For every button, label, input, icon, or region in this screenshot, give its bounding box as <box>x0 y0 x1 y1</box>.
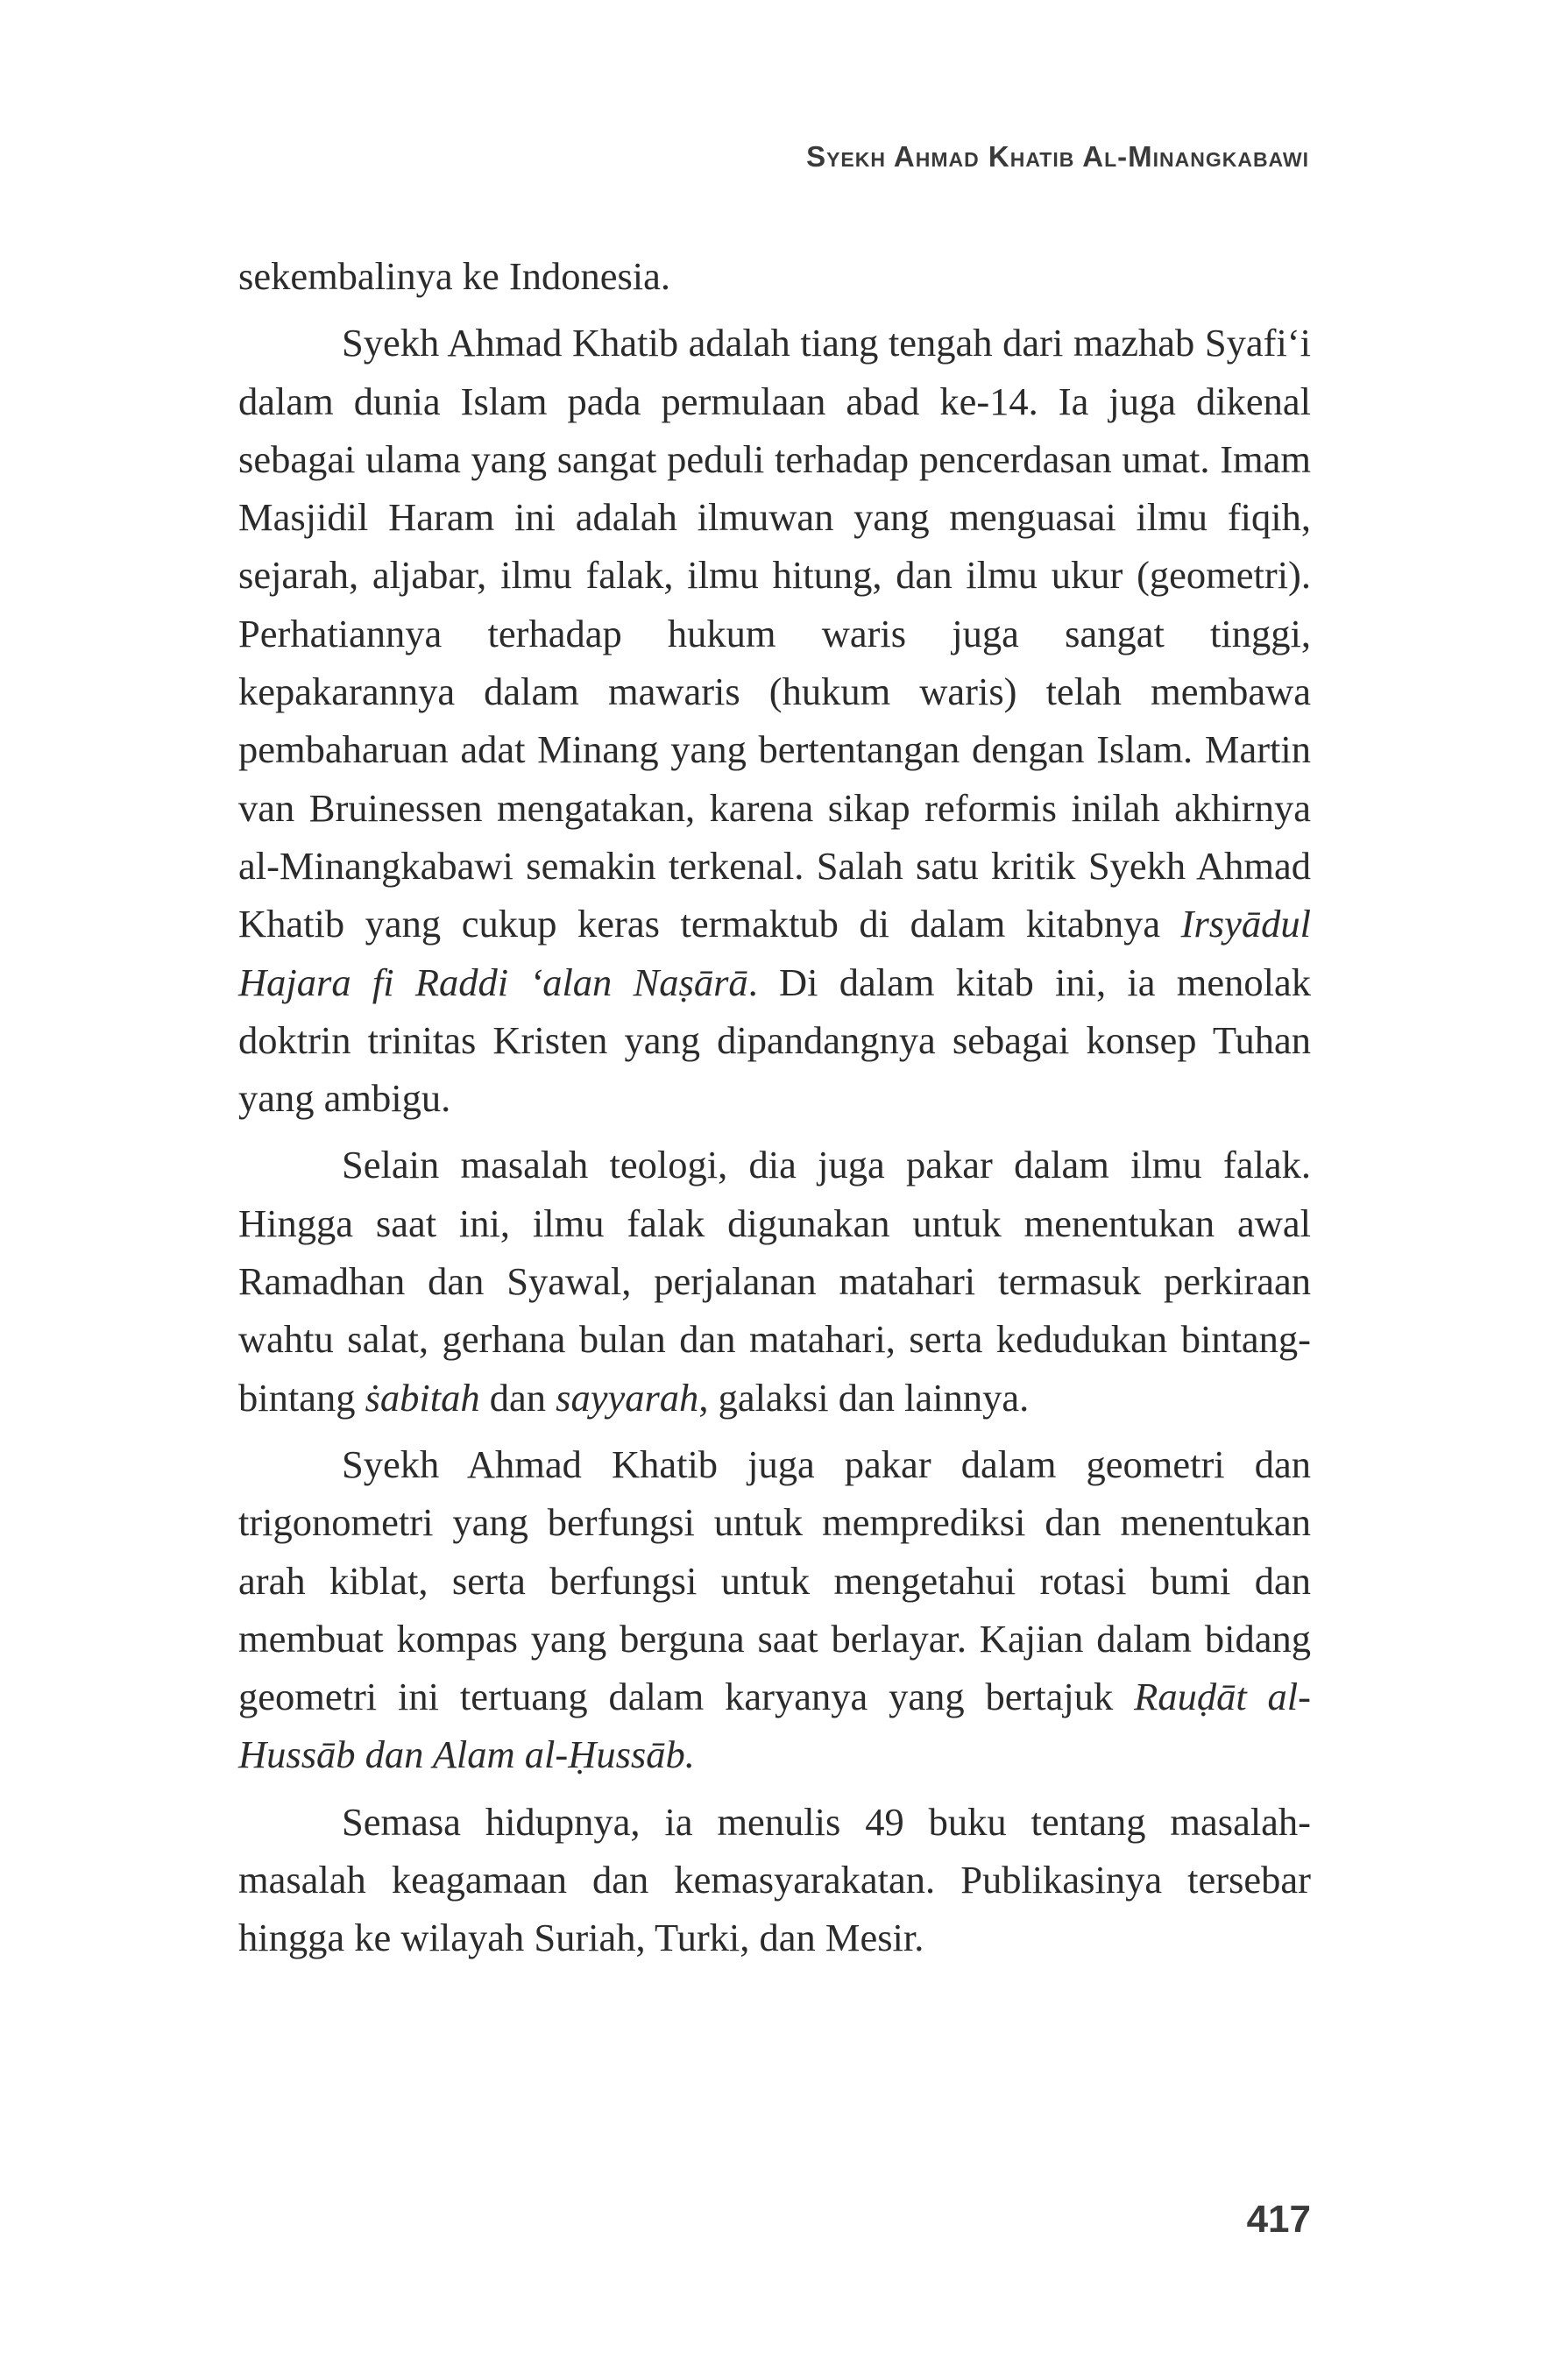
term-sabitah: ṡabitah <box>365 1375 480 1420</box>
paragraph-2 <box>238 314 1311 1127</box>
paragraph-5: Semasa hidupnya, ia menulis 49 buku tentang masalah-masalah keagamaan dan kemasyarakatan. Publikasinya tersebar hingga ke wilayah Suriah, Turki, dan Mesir. <box>238 1799 1311 1960</box>
term-sayyarah: sayyarah <box>556 1375 699 1420</box>
paragraph-3 <box>238 1136 1311 1426</box>
body-text <box>238 247 1311 1967</box>
paragraph-2-text-a: Syekh Ahmad Khatib adalah tiang tengah dari mazhab Syafi‘i dalam dunia Islam pada permulaan abad ke-14. Ia juga dikenal sebagai ulama yang sangat peduli terhadap pencerdasan umat. Imam Masjidil Haram ini adalah ilmuwan yang menguasai ilmu fiqih, sejarah, aljabar, ilmu falak, ilmu hitung, dan ilmu ukur (geometri). Perhatiannya terhadap hukum waris juga sangat tinggi, kepakarannya dalam mawaris (hukum waris) telah membawa pembaharuan adat Minang yang bertentangan dengan Islam. Martin van Bruinessen mengatakan, karena sikap reformis inilah akhirnya al-Minangkabawi semakin terkenal. Salah satu kritik Syekh Ahmad Khatib yang cukup keras termaktub di dalam kitabnya <box>238 321 1311 946</box>
paragraph-3-text-b: dan <box>479 1375 556 1420</box>
book-title-raudat-al-hussab: Rauḍāt al-Hussāb dan Alam al-Ḥussāb. <box>238 1675 1311 1777</box>
paragraph-3-text-c: , galaksi dan lainnya. <box>698 1375 1030 1420</box>
paragraph-4 <box>238 1435 1311 1784</box>
page-number: 417 <box>1246 2198 1311 2241</box>
book-title-irsyadul-hajara: Irsyādul Hajara fi Raddi ‘alan Naṣārā <box>238 902 1311 1004</box>
paragraph-3-text-a: Selain masalah teologi, dia juga pakar dalam ilmu falak. Hingga saat ini, ilmu falak digunakan untuk menentukan awal Ramadhan dan Syawal, perjalanan matahari termasuk perkiraan wahtu salat, gerhana bulan dan matahari, serta kedudukan bintang-bintang <box>238 1143 1311 1420</box>
paragraph-1: sekembalinya ke Indonesia. <box>238 254 671 298</box>
paragraph-2-text-b: . Di dalam kitab ini, ia menolak doktrin trinitas Kristen yang dipandangnya sebagai konsep Tuhan yang ambigu. <box>238 960 1311 1121</box>
running-header: Syekh Ahmad Khatib Al-Minangkabawi <box>806 140 1309 173</box>
paragraph-4-text-a: Syekh Ahmad Khatib juga pakar dalam geometri dan trigonometri yang berfungsi untuk memprediksi dan menentukan arah kiblat, serta berfungsi untuk mengetahui rotasi bumi dan membuat kompas yang berguna saat berlayar. Kajian dalam bidang geometri ini tertuang dalam karyanya yang bertajuk <box>238 1441 1311 1719</box>
